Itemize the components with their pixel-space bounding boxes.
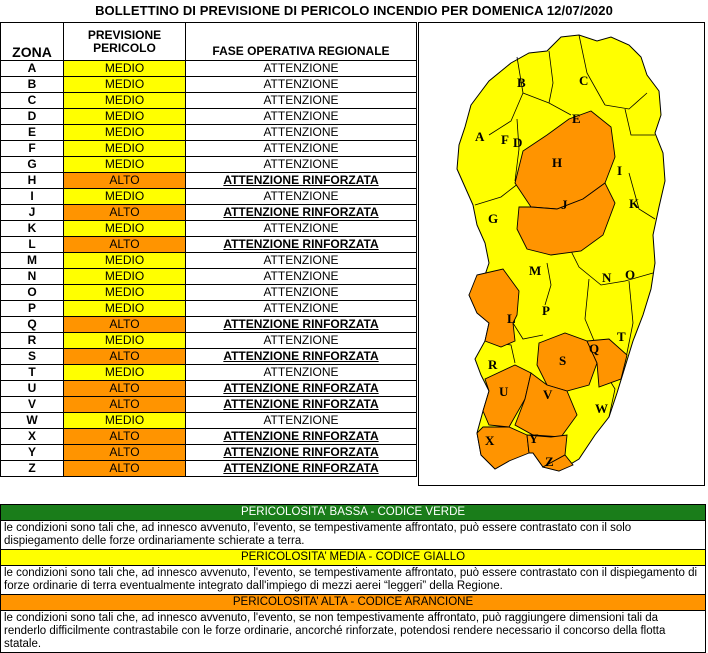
zone-letter: P [1,301,64,317]
map-label-o: O [625,267,636,282]
map-label-u: U [499,384,509,399]
zone-fase: ATTENZIONE RINFORZATA [186,445,417,461]
zone-fase: ATTENZIONE RINFORZATA [186,397,417,413]
zone-letter: W [1,413,64,429]
legend-media-title: PERICOLOSITA’ MEDIA - CODICE GIALLO [1,550,706,566]
zone-letter: E [1,125,64,141]
zone-row [1,109,417,125]
zone-fase: ATTENZIONE [186,61,417,77]
zone-row [1,333,417,349]
map-label-n: N [602,270,612,285]
zone-previsione: MEDIO [64,365,186,381]
map-label-h: H [552,155,563,170]
map-label-v: V [543,387,553,402]
legend-bassa-title: PERICOLOSITA’ BASSA - CODICE VERDE [1,505,706,521]
map-label-f: F [501,132,509,147]
zone-row [1,157,417,173]
legend-bassa-text: le condizioni sono tali che, ad innesco avvenuto, l'evento, se tempestivamente affrontato, può essere contrastato con il solo dispiegamento delle forze ordinariamente schierate a terra. [1,521,706,550]
header-previsione [64,23,186,61]
zone-row [1,77,417,93]
zone-previsione: MEDIO [64,253,186,269]
zone-fase: ATTENZIONE [186,141,417,157]
zone-row [1,349,417,365]
zone-row [1,93,417,109]
zone-letter: D [1,109,64,125]
zone-row [1,381,417,397]
sardinia-map-svg [419,23,704,485]
zone-fase: ATTENZIONE [186,253,417,269]
header-zona: ZONA [1,23,64,61]
zone-row [1,61,417,77]
map-label-r: R [488,357,498,372]
zone-row [1,141,417,157]
zone-fase: ATTENZIONE [186,285,417,301]
zone-row [1,189,417,205]
zone-letter: R [1,333,64,349]
zone-letter: K [1,221,64,237]
zone-row [1,269,417,285]
zone-previsione: MEDIO [64,77,186,93]
map-label-e: E [572,111,581,126]
map-label-t: T [617,329,626,344]
zone-fase: ATTENZIONE [186,221,417,237]
zone-previsione: ALTO [64,429,186,445]
zone-fase: ATTENZIONE RINFORZATA [186,205,417,221]
zone-previsione: MEDIO [64,141,186,157]
zone-letter: M [1,253,64,269]
zone-fase: ATTENZIONE [186,109,417,125]
zone-letter: O [1,285,64,301]
bulletin-title: BOLLETTINO DI PREVISIONE DI PERICOLO INCENDIO PER DOMENICA 12/07/2020 [95,3,613,18]
zone-previsione: MEDIO [64,125,186,141]
map-label-k: K [629,196,640,211]
map-label-i: I [617,163,623,178]
zone-row [1,461,417,477]
map-label-y: Y [529,431,539,446]
zone-letter: F [1,141,64,157]
zone-letter: Q [1,317,64,333]
map-label-a: A [475,129,485,144]
zone-fase: ATTENZIONE [186,269,417,285]
zone-letter: B [1,77,64,93]
map-label-z: Z [545,454,554,469]
zone-previsione: MEDIO [64,413,186,429]
zone-letter: H [1,173,64,189]
zone-previsione: MEDIO [64,221,186,237]
zone-row [1,285,417,301]
zone-previsione: MEDIO [64,109,186,125]
map-label-j: J [561,197,568,212]
zone-row [1,365,417,381]
zone-previsione: MEDIO [64,189,186,205]
zone-fase: ATTENZIONE [186,77,417,93]
zone-row [1,205,417,221]
map-label-g: G [488,211,499,226]
zone-letter: G [1,157,64,173]
header-fase: FASE OPERATIVA REGIONALE [186,23,417,61]
zone-previsione: MEDIO [64,301,186,317]
zone-letter: L [1,237,64,253]
zone-letter: T [1,365,64,381]
zone-letter: V [1,397,64,413]
zone-letter: N [1,269,64,285]
map-label-x: X [485,433,495,448]
zone-letter: J [1,205,64,221]
zone-l-shape [469,269,519,347]
zone-previsione: ALTO [64,237,186,253]
zone-previsione: ALTO [64,381,186,397]
zones-body [1,61,417,477]
header-previsione-text: PREVISIONE PERICOLO [87,27,162,55]
zone-letter: Y [1,445,64,461]
zone-fase: ATTENZIONE RINFORZATA [186,317,417,333]
zone-fase: ATTENZIONE [186,93,417,109]
zone-previsione: MEDIO [64,61,186,77]
zone-previsione: MEDIO [64,333,186,349]
zone-row [1,173,417,189]
zone-previsione: ALTO [64,205,186,221]
zone-previsione: MEDIO [64,285,186,301]
zone-row [1,429,417,445]
zone-row [1,221,417,237]
zone-fase: ATTENZIONE RINFORZATA [186,381,417,397]
zone-row [1,413,417,429]
zone-row [1,125,417,141]
zone-fase: ATTENZIONE [186,365,417,381]
zone-fase: ATTENZIONE RINFORZATA [186,349,417,365]
zone-fase: ATTENZIONE [186,125,417,141]
zone-fase: ATTENZIONE RINFORZATA [186,461,417,477]
zone-row [1,253,417,269]
zone-previsione: MEDIO [64,157,186,173]
map-label-s: S [559,353,567,368]
zone-row [1,317,417,333]
legend-alta-text: le condizioni sono tali che, ad innesco avvenuto, l'evento, se non tempestivamente affrontato, può raggiungere dimensioni tali da renderlo difficilmente contrastabile con le forze ordinarie, ancorché rinforzate, potendosi rendere necessario il concorso della flotta statale. [1,611,706,653]
zone-letter: Z [1,461,64,477]
map-label-q: Q [589,341,600,356]
map-label-m: M [529,263,542,278]
map-label-w: W [595,401,608,416]
map-label-d: D [513,135,523,150]
zones-table [0,22,417,477]
map-label-c: C [579,73,589,88]
zone-letter: A [1,61,64,77]
map-label-p: P [542,303,550,318]
zone-previsione: ALTO [64,317,186,333]
zone-previsione: MEDIO [64,93,186,109]
zone-previsione: ALTO [64,461,186,477]
zone-letter: X [1,429,64,445]
zone-previsione: ALTO [64,445,186,461]
map-label-b: B [517,75,526,90]
sardinia-map [418,22,705,486]
zone-fase: ATTENZIONE RINFORZATA [186,173,417,189]
zone-fase: ATTENZIONE [186,301,417,317]
legend-alta-title: PERICOLOSITA’ ALTA - CODICE ARANCIONE [1,595,706,611]
zone-fase: ATTENZIONE [186,157,417,173]
zone-previsione: ALTO [64,173,186,189]
zone-fase: ATTENZIONE [186,413,417,429]
legend-media-text: le condizioni sono tali che, ad innesco avvenuto, l'evento, se tempestivamente affrontato, può essere contrastato con il dispiegamento di forze ordinarie di terra eventualmente integrato dall'impiego di mezzi aerei “leggeri” della Regione. [1,566,706,595]
zone-fase: ATTENZIONE RINFORZATA [186,429,417,445]
zone-row [1,445,417,461]
legend-table [0,504,706,653]
zone-fase: ATTENZIONE [186,333,417,349]
zone-row [1,237,417,253]
zone-row [1,397,417,413]
zone-previsione: ALTO [64,349,186,365]
zone-letter: S [1,349,64,365]
zone-fase: ATTENZIONE RINFORZATA [186,237,417,253]
zone-letter: U [1,381,64,397]
zone-letter: I [1,189,64,205]
zone-fase: ATTENZIONE [186,189,417,205]
zone-row [1,301,417,317]
zone-letter: C [1,93,64,109]
zone-previsione: MEDIO [64,269,186,285]
map-label-l: L [507,311,516,326]
zone-previsione: ALTO [64,397,186,413]
